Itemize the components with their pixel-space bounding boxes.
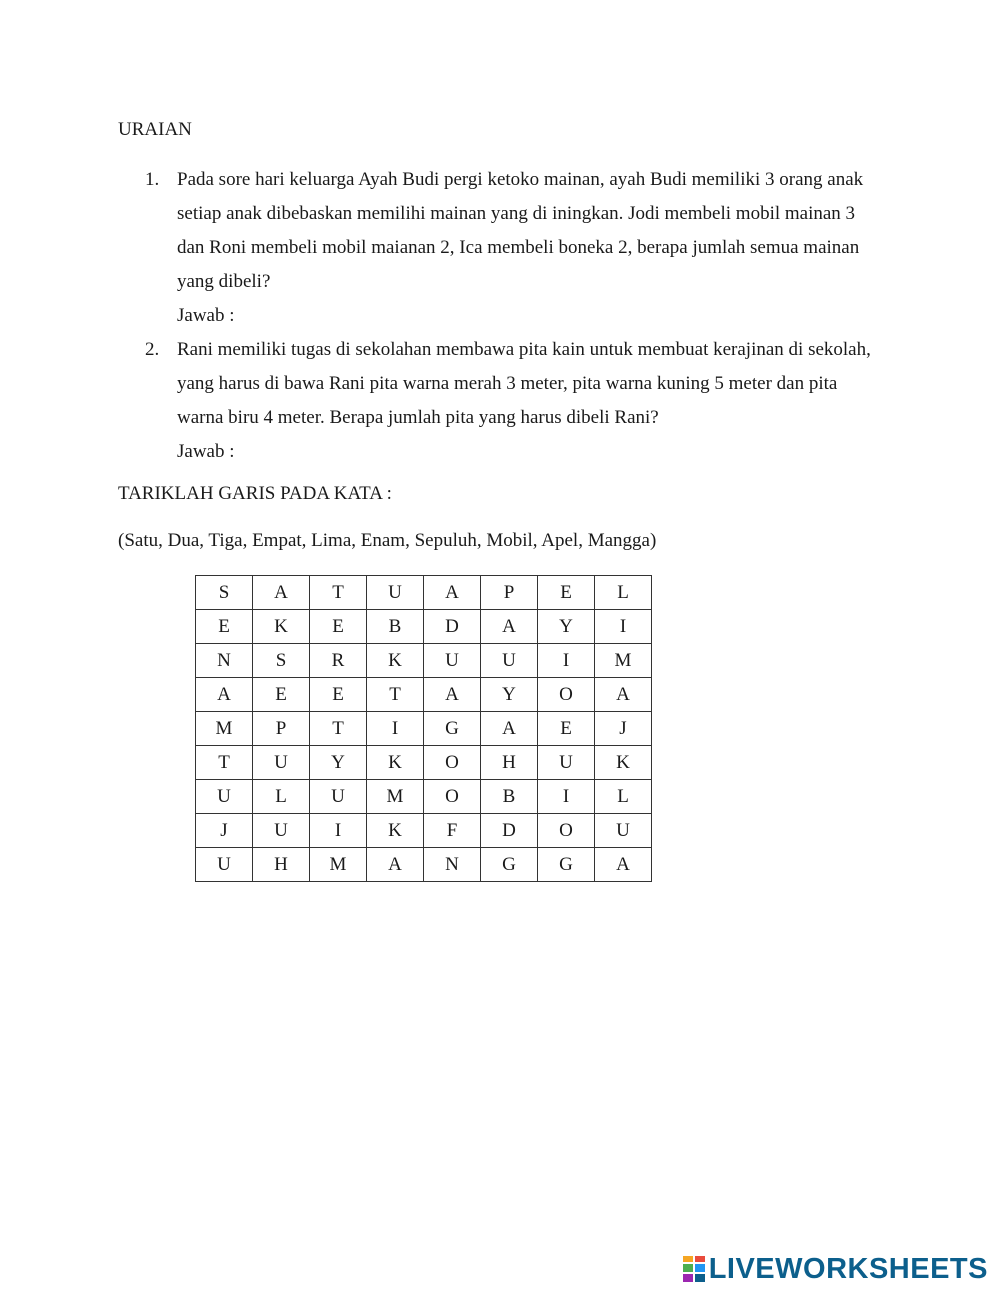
- grid-cell[interactable]: A: [196, 678, 253, 712]
- grid-cell[interactable]: A: [595, 848, 652, 882]
- question-number: 2.: [145, 339, 160, 360]
- question-item-1: [145, 163, 885, 333]
- grid-cell[interactable]: K: [367, 814, 424, 848]
- grid-cell[interactable]: E: [310, 678, 367, 712]
- grid-cell[interactable]: O: [538, 814, 595, 848]
- grid-cell[interactable]: G: [538, 848, 595, 882]
- grid-cell[interactable]: T: [196, 746, 253, 780]
- section-title-word-search: TARIKLAH GARIS PADA KATA :: [118, 483, 392, 504]
- question-number: 1.: [145, 169, 160, 190]
- grid-cell[interactable]: H: [481, 746, 538, 780]
- grid-cell[interactable]: M: [367, 780, 424, 814]
- grid-row: [196, 814, 652, 848]
- grid-row: [196, 848, 652, 882]
- grid-cell[interactable]: A: [595, 678, 652, 712]
- grid-cell[interactable]: L: [595, 576, 652, 610]
- grid-cell[interactable]: K: [367, 746, 424, 780]
- grid-cell[interactable]: E: [196, 610, 253, 644]
- grid-cell[interactable]: K: [253, 610, 310, 644]
- liveworksheets-wordmark: LIVEWORKSHEETS: [708, 1252, 988, 1285]
- grid-cell[interactable]: P: [253, 712, 310, 746]
- question-list: [145, 163, 885, 469]
- grid-cell[interactable]: E: [538, 576, 595, 610]
- grid-cell[interactable]: T: [310, 712, 367, 746]
- grid-cell[interactable]: G: [481, 848, 538, 882]
- grid-cell[interactable]: G: [424, 712, 481, 746]
- grid-cell[interactable]: T: [367, 678, 424, 712]
- grid-cell[interactable]: Y: [538, 610, 595, 644]
- grid-cell[interactable]: O: [424, 746, 481, 780]
- grid-row: [196, 576, 652, 610]
- grid-cell[interactable]: E: [538, 712, 595, 746]
- grid-cell[interactable]: I: [538, 644, 595, 678]
- grid-cell[interactable]: A: [253, 576, 310, 610]
- grid-cell[interactable]: J: [595, 712, 652, 746]
- grid-cell[interactable]: R: [310, 644, 367, 678]
- grid-cell[interactable]: A: [424, 576, 481, 610]
- grid-cell[interactable]: A: [367, 848, 424, 882]
- grid-cell[interactable]: U: [595, 814, 652, 848]
- grid-row: [196, 712, 652, 746]
- grid-cell[interactable]: I: [595, 610, 652, 644]
- grid-cell[interactable]: S: [196, 576, 253, 610]
- grid-cell[interactable]: I: [310, 814, 367, 848]
- grid-cell[interactable]: B: [481, 780, 538, 814]
- grid-row: [196, 610, 652, 644]
- word-search-grid: [195, 575, 652, 882]
- liveworksheets-branding: [683, 1252, 988, 1286]
- grid-cell[interactable]: U: [196, 780, 253, 814]
- grid-cell[interactable]: U: [367, 576, 424, 610]
- grid-row: [196, 780, 652, 814]
- grid-cell[interactable]: Y: [310, 746, 367, 780]
- grid-cell[interactable]: U: [481, 644, 538, 678]
- grid-cell[interactable]: U: [538, 746, 595, 780]
- grid-cell[interactable]: D: [424, 610, 481, 644]
- liveworksheets-logo-icon: [683, 1256, 705, 1282]
- grid-cell[interactable]: T: [310, 576, 367, 610]
- answer-label: Jawab :: [177, 305, 235, 326]
- grid-cell[interactable]: Y: [481, 678, 538, 712]
- grid-cell[interactable]: E: [310, 610, 367, 644]
- grid-cell[interactable]: K: [595, 746, 652, 780]
- grid-cell[interactable]: L: [253, 780, 310, 814]
- grid-cell[interactable]: U: [310, 780, 367, 814]
- grid-cell[interactable]: N: [424, 848, 481, 882]
- grid-cell[interactable]: U: [196, 848, 253, 882]
- grid-row: [196, 678, 652, 712]
- grid-cell[interactable]: O: [538, 678, 595, 712]
- grid-cell[interactable]: P: [481, 576, 538, 610]
- question-item-2: [145, 333, 885, 469]
- section-title-uraian: URAIAN: [118, 119, 192, 140]
- word-list: (Satu, Dua, Tiga, Empat, Lima, Enam, Sepuluh, Mobil, Apel, Mangga): [118, 530, 657, 551]
- grid-cell[interactable]: F: [424, 814, 481, 848]
- answer-label: Jawab :: [177, 441, 235, 462]
- question-text: Rani memiliki tugas di sekolahan membawa pita kain untuk membuat kerajinan di sekolah, yang harus di bawa Rani pita warna merah 3 meter, pita warna kuning 5 meter dan pita warna biru 4 meter. Berapa jumlah pita yang harus dibeli Rani?: [177, 339, 871, 428]
- grid-cell[interactable]: M: [310, 848, 367, 882]
- grid-cell[interactable]: M: [196, 712, 253, 746]
- grid-cell[interactable]: A: [481, 610, 538, 644]
- grid-cell[interactable]: S: [253, 644, 310, 678]
- grid-cell[interactable]: N: [196, 644, 253, 678]
- grid-cell[interactable]: B: [367, 610, 424, 644]
- grid-row: [196, 746, 652, 780]
- grid-cell[interactable]: D: [481, 814, 538, 848]
- grid-row: [196, 644, 652, 678]
- grid-cell[interactable]: L: [595, 780, 652, 814]
- grid-cell[interactable]: U: [253, 814, 310, 848]
- grid-cell[interactable]: U: [424, 644, 481, 678]
- grid-cell[interactable]: O: [424, 780, 481, 814]
- grid-cell[interactable]: I: [367, 712, 424, 746]
- grid-cell[interactable]: J: [196, 814, 253, 848]
- grid-cell[interactable]: A: [481, 712, 538, 746]
- grid-cell[interactable]: M: [595, 644, 652, 678]
- grid-cell[interactable]: K: [367, 644, 424, 678]
- question-text: Pada sore hari keluarga Ayah Budi pergi ketoko mainan, ayah Budi memiliki 3 orang anak setiap anak dibebaskan memilihi mainan yang di iningkan. Jodi membeli mobil mainan 3 dan Roni membeli mobil maianan 2, Ica membeli boneka 2, berapa jumlah semua mainan yang dibeli?: [177, 169, 864, 292]
- grid-cell[interactable]: I: [538, 780, 595, 814]
- grid-cell[interactable]: H: [253, 848, 310, 882]
- grid-cell[interactable]: E: [253, 678, 310, 712]
- grid-cell[interactable]: U: [253, 746, 310, 780]
- grid-cell[interactable]: A: [424, 678, 481, 712]
